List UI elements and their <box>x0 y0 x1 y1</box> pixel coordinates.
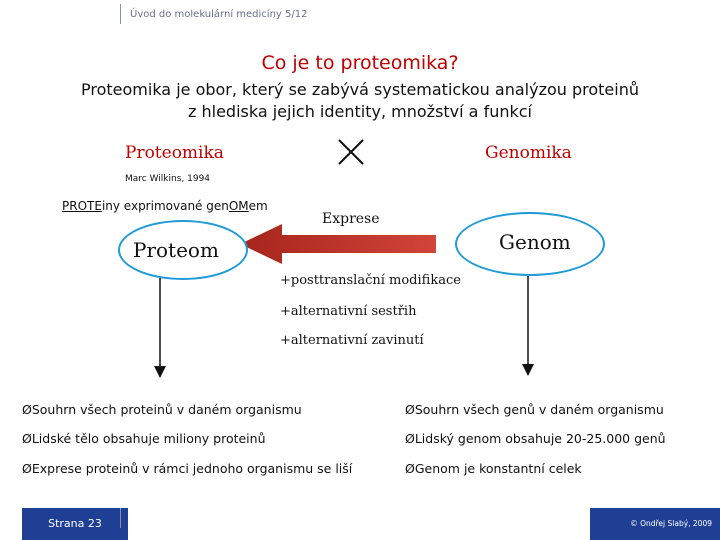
arrow-bullet-icon: Ø <box>22 431 32 446</box>
origin-end: em <box>248 199 268 213</box>
arrow-bullet-icon: Ø <box>22 402 32 417</box>
proteome-point: ØLidské tělo obsahuje miliony proteinů <box>22 431 266 446</box>
genome-label: Genom <box>499 230 571 254</box>
modification-item: +alternativní zavinutí <box>280 333 424 348</box>
expression-arrow-icon <box>240 222 440 266</box>
definition <box>40 79 680 123</box>
copyright: © Ondřej Slabý, 2009 <box>630 519 712 528</box>
origin-middle: iny exprimované gen <box>101 199 229 213</box>
arrow-bullet-icon: Ø <box>22 461 32 476</box>
attribution: Marc Wilkins, 1994 <box>125 174 211 184</box>
proteome-ellipse <box>118 220 248 280</box>
proteome-point: ØSouhrn všech proteinů v daném organismu <box>22 402 302 417</box>
versus-cross-icon <box>336 137 366 167</box>
term-origin <box>62 199 268 213</box>
course-title: Úvod do molekulární medicíny 5/12 <box>130 9 308 20</box>
slide-title: Co je to proteomika? <box>261 52 459 74</box>
definition-line-1: Proteomika je obor, který se zabývá systematickou analýzou proteinů <box>81 80 639 99</box>
arrow-bullet-icon: Ø <box>405 402 415 417</box>
proteome-point: ØExprese proteinů v rámci jednoho organismu se liší <box>22 461 353 476</box>
comparison-left-term: Proteomika <box>125 143 224 163</box>
definition-line-2: z hlediska jejich identity, množství a funkcí <box>188 102 532 121</box>
genome-down-arrow-icon <box>521 276 535 376</box>
proteome-down-arrow-icon <box>153 278 167 378</box>
expression-label: Exprese <box>322 211 380 227</box>
genome-point: ØLidský genom obsahuje 20-25.000 genů <box>405 431 666 446</box>
modification-item: +alternativní sestřih <box>280 304 417 319</box>
arrow-bullet-icon: Ø <box>405 431 415 446</box>
genome-point: ØSouhrn všech genů v daném organismu <box>405 402 664 417</box>
footer-divider <box>120 508 121 528</box>
modification-item: +posttranslační modifikace <box>280 273 461 288</box>
origin-prote: PROTE <box>62 199 102 213</box>
genome-ellipse <box>455 212 605 276</box>
proteome-label: Proteom <box>133 238 219 262</box>
arrow-bullet-icon: Ø <box>405 461 415 476</box>
genome-point: ØGenom je konstantní celek <box>405 461 582 476</box>
page-number: Strana 23 <box>48 517 102 530</box>
header-divider <box>120 4 121 24</box>
comparison-right-term: Genomika <box>485 143 572 163</box>
origin-om: OM <box>228 199 249 213</box>
